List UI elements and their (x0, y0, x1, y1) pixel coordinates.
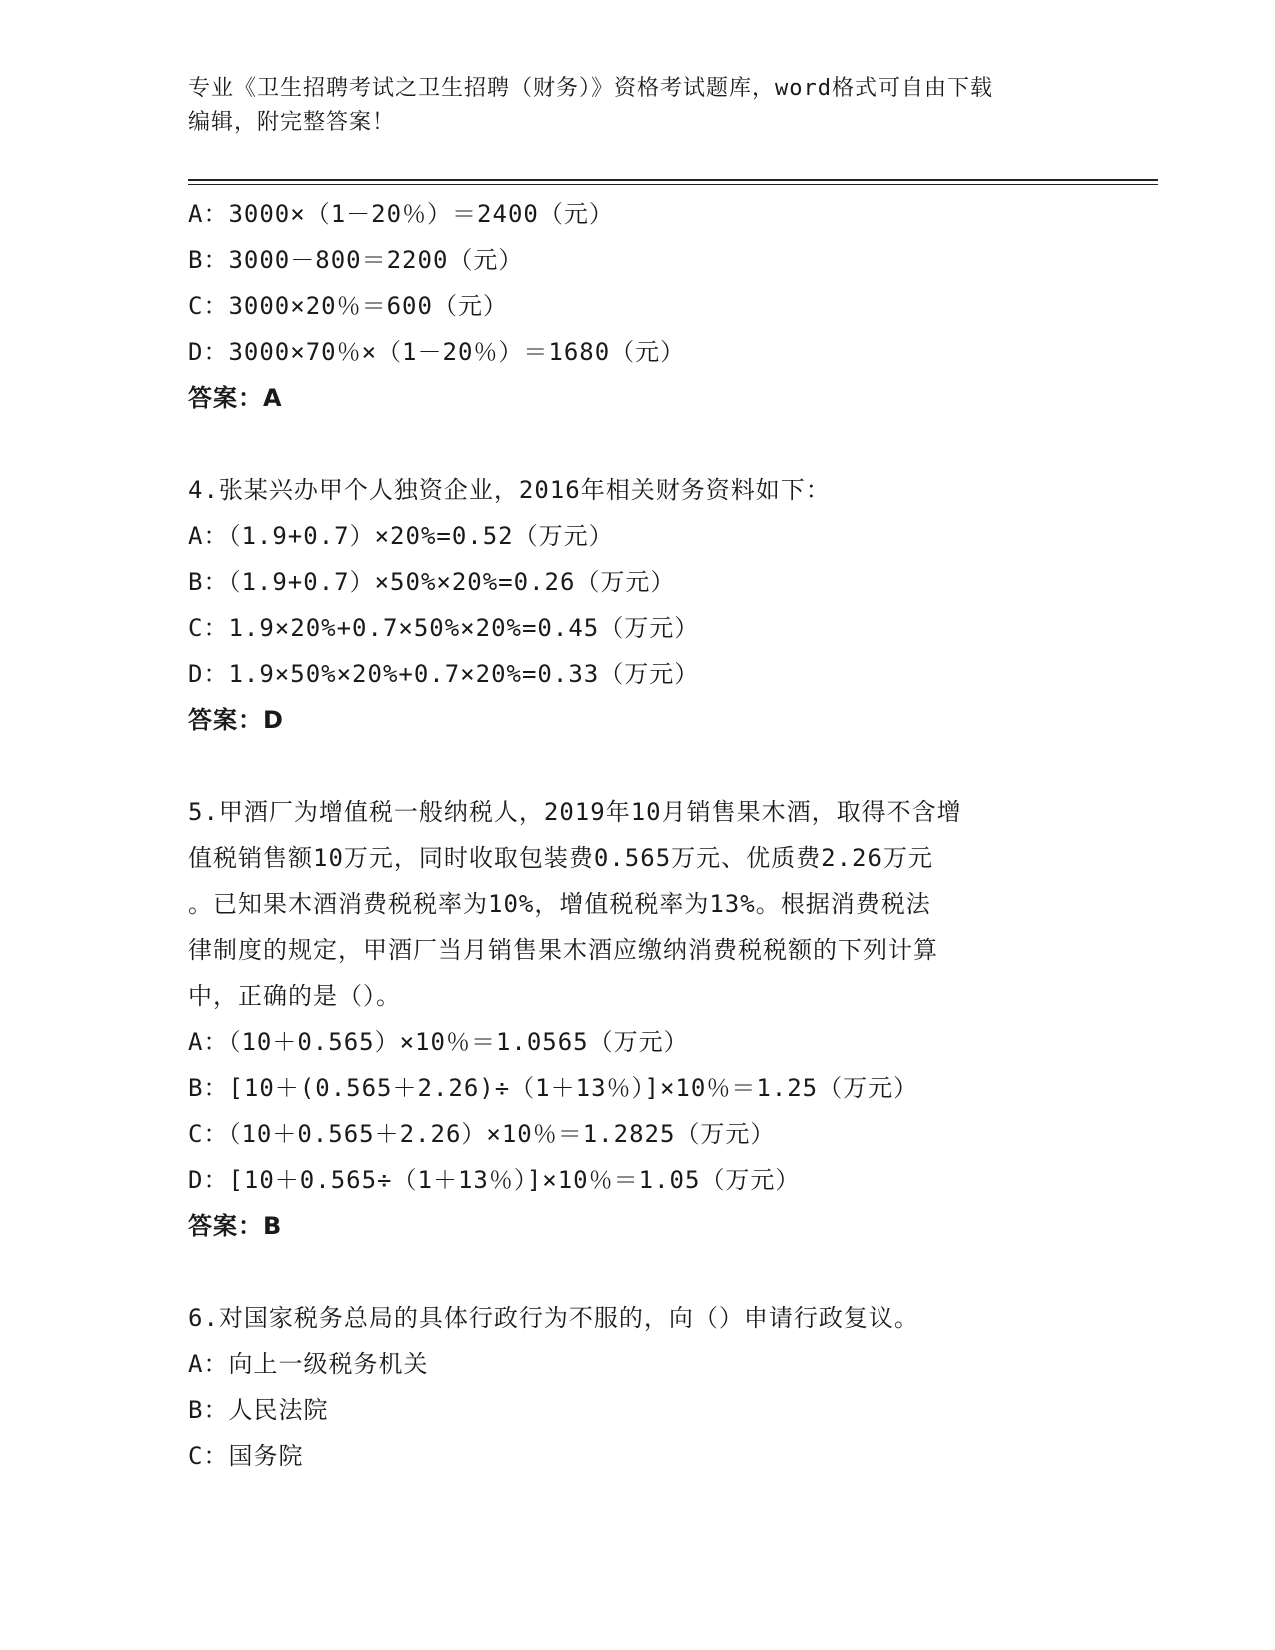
option-b: B：[10＋(0.565＋2.26)÷（1＋13％）]×10％＝1.25（万元） (188, 1074, 919, 1102)
option-b: B：人民法院 (188, 1396, 329, 1424)
option-c: C：（10＋0.565＋2.26）×10％＝1.2825（万元） (188, 1120, 776, 1148)
question-4 (188, 467, 1088, 743)
question-5 (188, 789, 1088, 1249)
question-text-line-3: 。已知果木酒消费税税率为10%，增值税税率为13%。根据消费税法 (188, 890, 931, 918)
question-text-line-2: 值税销售额10万元，同时收取包装费0.565万元、优质费2.26万元 (188, 844, 933, 872)
answer: 答案：B (188, 1212, 283, 1240)
question-text-line-4: 律制度的规定，甲酒厂当月销售果木酒应缴纳消费税税额的下列计算 (188, 936, 938, 964)
question-text-line-1: 5.甲酒厂为增值税一般纳税人，2019年10月销售果木酒，取得不含增 (188, 798, 962, 826)
header-divider-thick (188, 179, 1158, 181)
question-text-line-5: 中，正确的是（）。 (188, 982, 401, 1010)
option-c: C：3000×20％＝600（元） (188, 292, 508, 320)
option-a: A：3000×（1－20％）＝2400（元） (188, 200, 614, 228)
question-list (188, 191, 1088, 1479)
option-b: B：（1.9+0.7）×50%×20%=0.26（万元） (188, 568, 676, 596)
header-line-1: 专业《卫生招聘考试之卫生招聘（财务）》资格考试题库，word格式可自由下载 (188, 76, 993, 101)
option-c: C：1.9×20%+0.7×50%×20%=0.45（万元） (188, 614, 700, 642)
option-d: D：1.9×50%×20%+0.7×20%=0.33（万元） (188, 660, 700, 688)
question-text: 4.张某兴办甲个人独资企业，2016年相关财务资料如下： (188, 476, 831, 504)
header-divider-thin (188, 184, 1158, 185)
option-a: A：（10＋0.565）×10％＝1.0565（万元） (188, 1028, 689, 1056)
answer: 答案：D (188, 706, 284, 734)
answer: 答案：A (188, 384, 283, 412)
question-text: 6.对国家税务总局的具体行政行为不服的，向（）申请行政复议。 (188, 1304, 919, 1332)
document-header (188, 72, 1088, 140)
option-d: D：[10＋0.565÷（1＋13％）]×10％＝1.05（万元） (188, 1166, 801, 1194)
option-d: D：3000×70％×（1－20％）＝1680（元） (188, 338, 686, 366)
header-line-2: 编辑，附完整答案！ (188, 110, 396, 135)
question-6 (188, 1295, 1088, 1479)
question-3 (188, 191, 1088, 421)
spacer (188, 743, 1088, 789)
spacer (188, 1249, 1088, 1295)
spacer (188, 421, 1088, 467)
option-a: A：向上一级税务机关 (188, 1350, 429, 1378)
option-a: A：（1.9+0.7）×20%=0.52（万元） (188, 522, 614, 550)
option-b: B：3000－800＝2200（元） (188, 246, 524, 274)
option-c: C：国务院 (188, 1442, 304, 1470)
